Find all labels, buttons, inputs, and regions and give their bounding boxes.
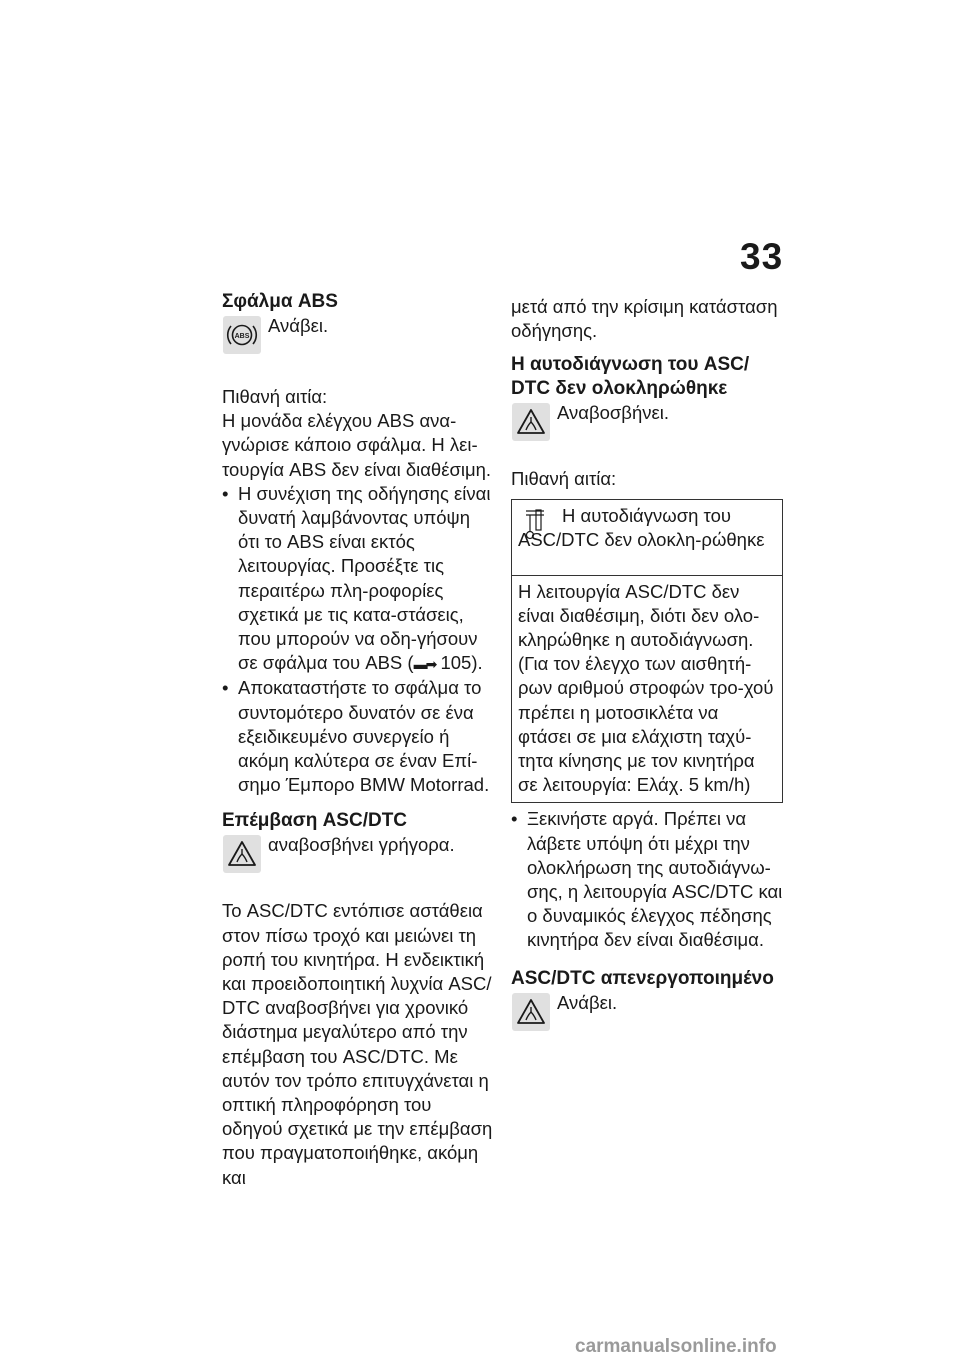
diagnosis-note-box bbox=[511, 499, 783, 804]
asc-intervention-indicator-state: αναβοσβήνει γρήγορα. bbox=[268, 834, 455, 856]
diagnosis-note-header bbox=[512, 500, 782, 576]
page-number: 33 bbox=[740, 236, 784, 277]
abs-cause-label: Πιθανή αιτία: bbox=[222, 386, 328, 407]
asc-intervention-indicator-row bbox=[222, 833, 494, 893]
abs-actions-list bbox=[222, 482, 494, 798]
continued-text: μετά από την κρίσιμη κατάσταση οδήγησης. bbox=[511, 296, 778, 342]
asc-diagnosis-cause-label: Πιθανή αιτία: bbox=[511, 468, 617, 490]
asc-dtc-warning-icon bbox=[223, 835, 261, 873]
arrow-reference-icon: ▬➡ bbox=[413, 656, 436, 673]
page-reference-link[interactable]: 105). bbox=[440, 652, 483, 674]
right-column bbox=[511, 295, 783, 1039]
asc-dtc-warning-icon bbox=[512, 993, 550, 1031]
asc-intervention-heading: Επέμβαση ASC/DTC bbox=[222, 810, 408, 832]
asc-diagnosis-indicator-state: Αναβοσβήνει. bbox=[557, 402, 669, 424]
abs-fault-heading: Σφάλμα ABS bbox=[222, 291, 338, 312]
abs-action-continue bbox=[222, 482, 494, 677]
abs-indicator-row bbox=[222, 314, 494, 376]
asc-off-heading: ASC/DTC απενεργοποιημένο bbox=[511, 967, 774, 989]
asc-diagnosis-action: • Ξεκινήστε αργά. Πρέπει να λάβετε υπόψη ότι μέχρι την ολοκλήρωση της αυτοδιάγνω-σης, η λειτουργία ASC/DTC και ο δυναμικός έλεγχος πέδησης κινητήρα δεν είναι διαθέσιμα. bbox=[511, 807, 783, 952]
left-column bbox=[222, 290, 494, 1190]
asc-off-indicator-row bbox=[511, 991, 783, 1039]
wrench-note-icon bbox=[522, 506, 548, 540]
abs-indicator-state: Ανάβει. bbox=[268, 315, 329, 336]
diagnosis-note-body: Η λειτουργία ASC/DTC δεν είναι διαθέσιμη, διότι δεν ολο-κληρώθηκε η αυτοδιάγνωση. (Για τον έλεγχο των αισθητή-ρων αριθμού στροφών τρο-χού πρέπει η μοτοσικλέτα να φτάσει σε μια ελάχιστη ταχύ-τητα κίνησης με τον κινητήρα σε λειτουργία: Ελάχ. 5 km/h) bbox=[518, 580, 774, 796]
asc-diagnosis-actions-list bbox=[511, 807, 783, 952]
asc-diagnosis-heading: Η αυτοδιάγνωση του ASC/ DTC δεν ολοκληρώθηκε bbox=[511, 354, 750, 400]
svg-text:ABS: ABS bbox=[234, 333, 250, 340]
abs-cause-text: Η μονάδα ελέγχου ABS ανα-γνώρισε κάποιο σφάλμα. Η λει-τουργία ABS δεν είναι διαθέσιμη. bbox=[222, 410, 492, 480]
abs-action-continue-text: Η συνέχιση της οδήγησης είναι δυνατή λαμβάνοντας υπόψη ότι το ABS είναι εκτός λειτουργίας. Προσέξτε τις περαιτέρω πλη-ροφορίες σχετικά με τις κατα-στάσεις, που μπορούν να οδη-γήσουν σε σφάλμα του ABS ( bbox=[238, 482, 491, 674]
asc-off-indicator-state: Ανάβει. bbox=[557, 991, 618, 1013]
asc-diagnosis-indicator-row bbox=[511, 401, 783, 457]
abs-action-repair: • Αποκαταστήστε το σφάλμα το συντομότερο δυνατόν σε ένα εξειδικευμένο συνεργείο ή ακόμη καλύτερα σε έναν Επί-σημο Έμπορο BMW Motorrad. bbox=[222, 676, 494, 797]
abs-warning-icon bbox=[223, 316, 261, 354]
watermark: carmanualsonline.info bbox=[575, 1336, 777, 1357]
diagnosis-note-title: Η αυτοδιάγνωση του ASC/DTC δεν ολοκλη-ρώθηκε bbox=[518, 504, 765, 550]
asc-dtc-warning-icon bbox=[512, 403, 550, 441]
asc-intervention-text: Το ASC/DTC εντόπισε αστάθεια στον πίσω τροχό και μειώνει τη ροπή του κινητήρα. Η ενδεικτική και προειδοποιητική λυχνία ASC/ DTC αναβοσβήνει για χρονικό διάστημα μεγαλύτερο από την επέμβαση του ASC/DTC. Με αυτόν τον τρόπο επιτυγχάνεται η οπτική πληροφόρηση του οδηγού σχετικά με την επέμβαση που πραγματοποιήθηκε, ακόμη και bbox=[222, 900, 493, 1188]
